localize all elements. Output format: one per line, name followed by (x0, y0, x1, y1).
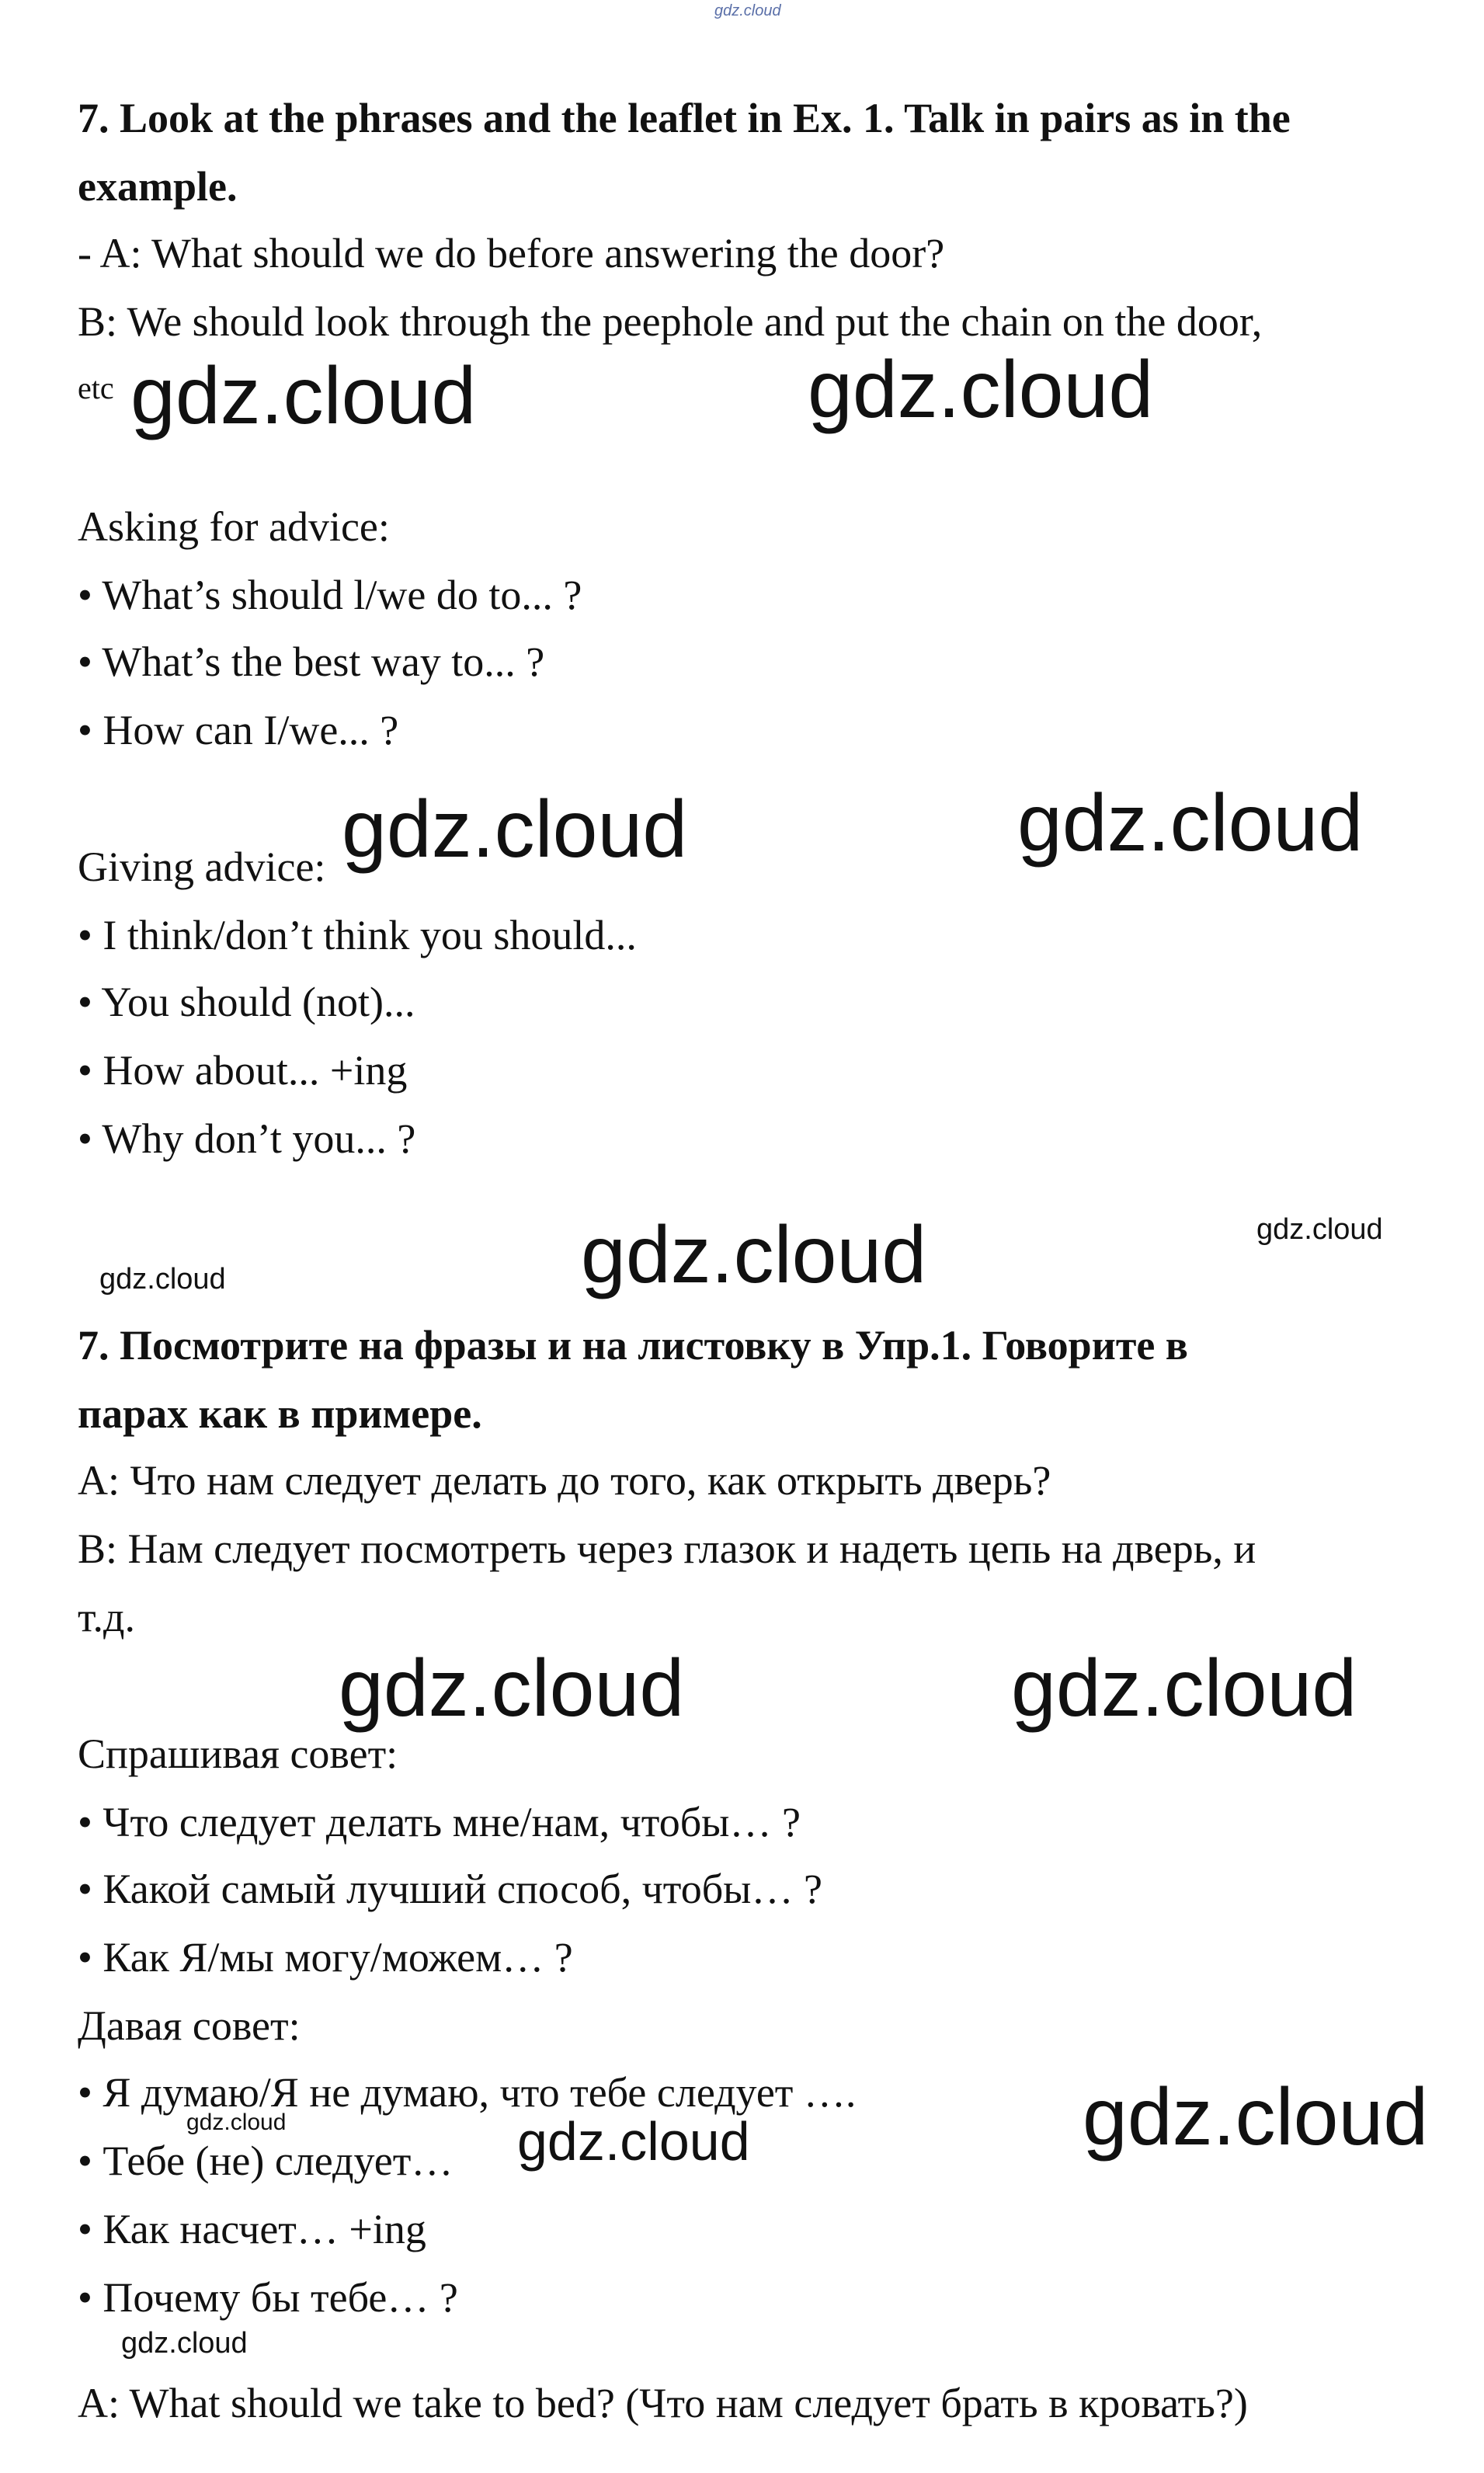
watermark: gdz.cloud (339, 1643, 685, 1734)
watermark: gdz.cloud (517, 2111, 750, 2172)
etc-text: etc (78, 370, 114, 405)
watermark: gdz.cloud (1083, 2072, 1429, 2162)
english-giving-item: • Why don’t you... ? (78, 1115, 416, 1162)
russian-example-a: А: Что нам следует делать до того, как открыть дверь? (78, 1457, 1051, 1504)
top-watermark: gdz.cloud (714, 2, 781, 19)
russian-giving-item: • Как насчет… +ing (78, 2206, 426, 2252)
watermark: gdz.cloud (1256, 1213, 1383, 1246)
watermark: gdz.cloud (808, 345, 1154, 435)
english-asking-item: • What’s should l/we do to... ? (78, 572, 582, 618)
english-giving-item: • I think/don’t think you should... (78, 912, 637, 958)
russian-giving-item: • Я думаю/Я не думаю, что тебе следует …. (78, 2069, 857, 2116)
watermark: gdz.cloud (1017, 778, 1364, 868)
english-giving-title: Giving advice: (78, 843, 326, 890)
english-heading-line2: example. (78, 163, 238, 210)
russian-giving-item: • Тебе (не) следует… (78, 2137, 454, 2184)
russian-giving-item: • Почему бы тебе… ? (78, 2274, 458, 2321)
english-asking-item: • How can I/we... ? (78, 707, 399, 753)
watermark: gdz.cloud (342, 784, 688, 875)
english-giving-item: • How about... +ing (78, 1047, 408, 1094)
russian-heading-line1: 7. Посмотрите на фразы и на листовку в Упр.1. Говорите в (78, 1322, 1188, 1369)
watermark: gdz.cloud (1011, 1643, 1357, 1734)
russian-heading-line2: парах как в примере. (78, 1390, 482, 1437)
russian-asking-item: • Что следует делать мне/нам, чтобы… ? (78, 1799, 801, 1845)
russian-asking-item: • Как Я/мы могу/можем… ? (78, 1934, 573, 1981)
watermark: gdz.cloud (121, 2327, 248, 2360)
russian-giving-title: Давая совет: (78, 2002, 301, 2049)
english-asking-item: • What’s the best way to... ? (78, 638, 545, 685)
final-line: A: What should we take to bed? (Что нам следует брать в кровать?) (78, 2380, 1248, 2426)
watermark: gdz.cloud (581, 1210, 927, 1300)
watermark: gdz.cloud (99, 1263, 226, 1296)
russian-asking-item: • Какой самый лучший способ, чтобы… ? (78, 1866, 822, 1912)
english-example-b: B: We should look through the peephole and put the chain on the door, (78, 298, 1263, 345)
russian-example-b-line2: т.д. (78, 1594, 136, 1640)
english-example-etc (78, 365, 114, 425)
english-asking-title: Asking for advice: (78, 503, 390, 550)
english-heading-line1: 7. Look at the phrases and the leaflet in Ex. 1. Talk in pairs as in the (78, 95, 1291, 141)
watermark: gdz.cloud (186, 2110, 287, 2135)
english-example-a: - A: What should we do before answering the door? (78, 230, 945, 277)
watermark: gdz.cloud (130, 351, 477, 441)
english-giving-item: • You should (not)... (78, 979, 415, 1025)
russian-example-b-line1: В: Нам следует посмотреть через глазок и надеть цепь на дверь, и (78, 1525, 1256, 1572)
russian-asking-title: Спрашивая совет: (78, 1730, 398, 1777)
